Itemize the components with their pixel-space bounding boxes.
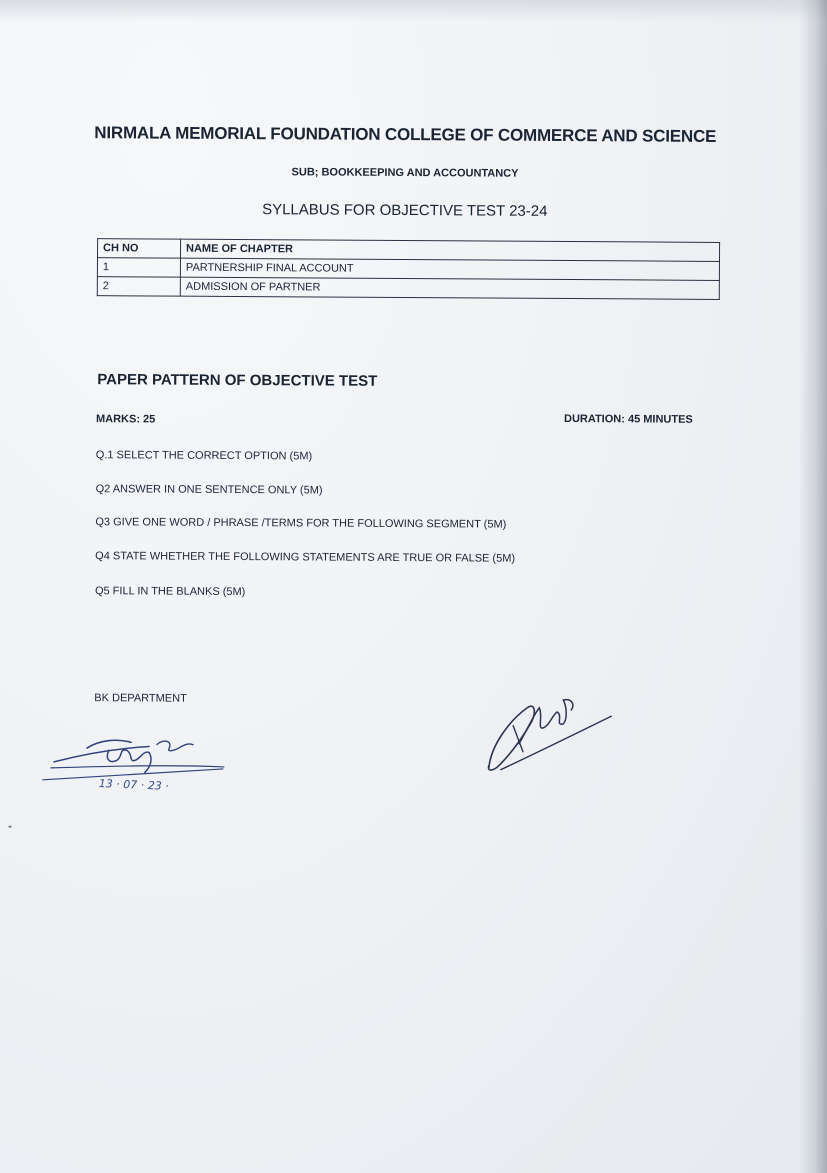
question-3: Q3 GIVE ONE WORD / PHRASE /TERMS FOR THE FOLLOWING SEGMENT (5M)	[95, 516, 507, 531]
chapter-name: ADMISSION OF PARTNER	[180, 277, 719, 299]
college-name: NIRMALA MEMORIAL FOUNDATION COLLEGE OF COMMERCE AND SCIENCE	[94, 123, 717, 146]
question-2: Q2 ANSWER IN ONE SENTENCE ONLY (5M)	[95, 483, 323, 497]
marks-label: MARKS: 25	[95, 413, 156, 426]
header-chapter-name: NAME OF CHAPTER	[180, 239, 719, 261]
signature-date: 13 · 07 · 23 ·	[98, 776, 169, 793]
question-1: Q.1 SELECT THE CORRECT OPTION (5M)	[95, 449, 313, 463]
paper-speck	[9, 826, 12, 828]
chapter-name: PARTNERSHIP FINAL ACCOUNT	[180, 258, 719, 280]
duration-label: DURATION: 45 MINUTES	[563, 412, 693, 426]
chapters-table	[97, 238, 720, 300]
chapter-number: 2	[97, 277, 180, 297]
chapter-number: 1	[97, 258, 180, 278]
header-ch-no: CH NO	[98, 239, 181, 259]
department-label: BK DEPARTMENT	[94, 692, 187, 705]
syllabus-title: SYLLABUS FOR OBJECTIVE TEST 23-24	[262, 201, 548, 220]
teacher-signature	[39, 728, 239, 809]
principal-signature	[479, 685, 620, 781]
pattern-title: PAPER PATTERN OF OBJECTIVE TEST	[97, 371, 378, 390]
table-row	[97, 277, 719, 300]
subject-line: SUB; BOOKKEEPING AND ACCOUNTANCY	[291, 166, 519, 180]
question-5: Q5 FILL IN THE BLANKS (5M)	[94, 585, 246, 599]
question-4: Q4 STATE WHETHER THE FOLLOWING STATEMENTS ARE TRUE OR FALSE (5M)	[95, 550, 516, 565]
